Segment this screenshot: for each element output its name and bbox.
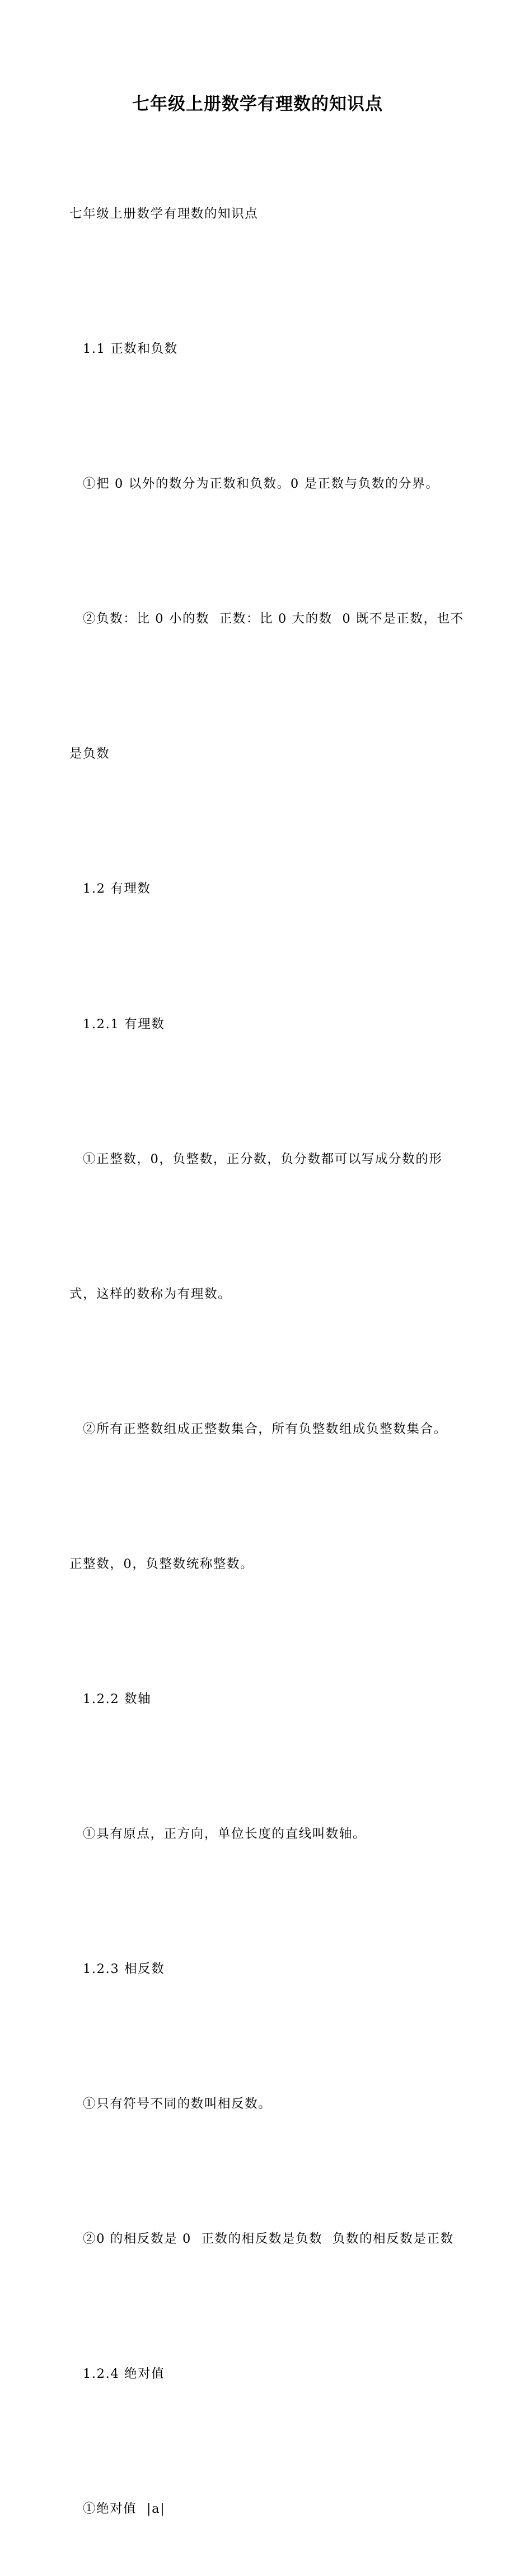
text-line: ②所有正整数组成正整数集合，所有负整数组成负整数集合。 xyxy=(83,1421,447,1436)
subsection-heading xyxy=(69,2306,467,2441)
text-line: 1.1 正数和负数 xyxy=(83,342,178,357)
paragraph-continuation xyxy=(69,1226,467,1361)
text-line: 1.2.4 绝对值 xyxy=(83,2366,165,2381)
text-line: ①把 0 以外的数分为正数和负数。0 是正数与负数的分界。 xyxy=(83,477,439,492)
document-body xyxy=(69,147,467,2576)
subsection-heading xyxy=(69,1901,467,2036)
text-line: 1.2.2 数轴 xyxy=(83,1691,152,1706)
text-line: 式，这样的数称为有理数。 xyxy=(69,1286,232,1301)
text-line: 是负数 xyxy=(69,746,110,762)
subsection-heading xyxy=(69,1631,467,1766)
section-heading xyxy=(69,822,467,956)
text-line: 1.2.1 有理数 xyxy=(83,1016,165,1032)
text-line: ②负数：比 0 小的数 正数：比 0 大的数 0 既不是正数，也不 xyxy=(83,612,464,627)
text-line: 1.2 有理数 xyxy=(83,881,151,897)
section-heading xyxy=(69,282,467,417)
paragraph xyxy=(69,2441,467,2576)
paragraph xyxy=(69,1091,467,1226)
text-line: 七年级上册数学有理数的知识点 xyxy=(69,207,259,222)
text-line: 正整数，0，负整数统称整数。 xyxy=(69,1556,254,1571)
paragraph xyxy=(69,1361,467,1496)
document-title: 七年级上册数学有理数的知识点 xyxy=(132,94,383,114)
paragraph xyxy=(69,2036,467,2171)
paragraph xyxy=(69,1766,467,1901)
text-line: ①只有符号不同的数叫相反数。 xyxy=(83,2096,272,2111)
text-line: 1.2.3 相反数 xyxy=(83,1961,165,1976)
subsection-heading xyxy=(69,956,467,1091)
paragraph xyxy=(69,417,467,552)
paragraph xyxy=(69,552,467,687)
paragraph xyxy=(69,2171,467,2306)
paragraph xyxy=(69,147,467,282)
paragraph-continuation xyxy=(69,1496,467,1631)
text-line: ①正整数，0，负整数，正分数，负分数都可以写成分数的形 xyxy=(83,1151,443,1166)
paragraph-continuation xyxy=(69,687,467,822)
text-line: ①绝对值 |a| xyxy=(83,2501,166,2516)
text-line: ①具有原点，正方向，单位长度的直线叫数轴。 xyxy=(83,1826,367,1841)
text-line: ②0 的相反数是 0 正数的相反数是负数 负数的相反数是正数 xyxy=(83,2231,454,2246)
